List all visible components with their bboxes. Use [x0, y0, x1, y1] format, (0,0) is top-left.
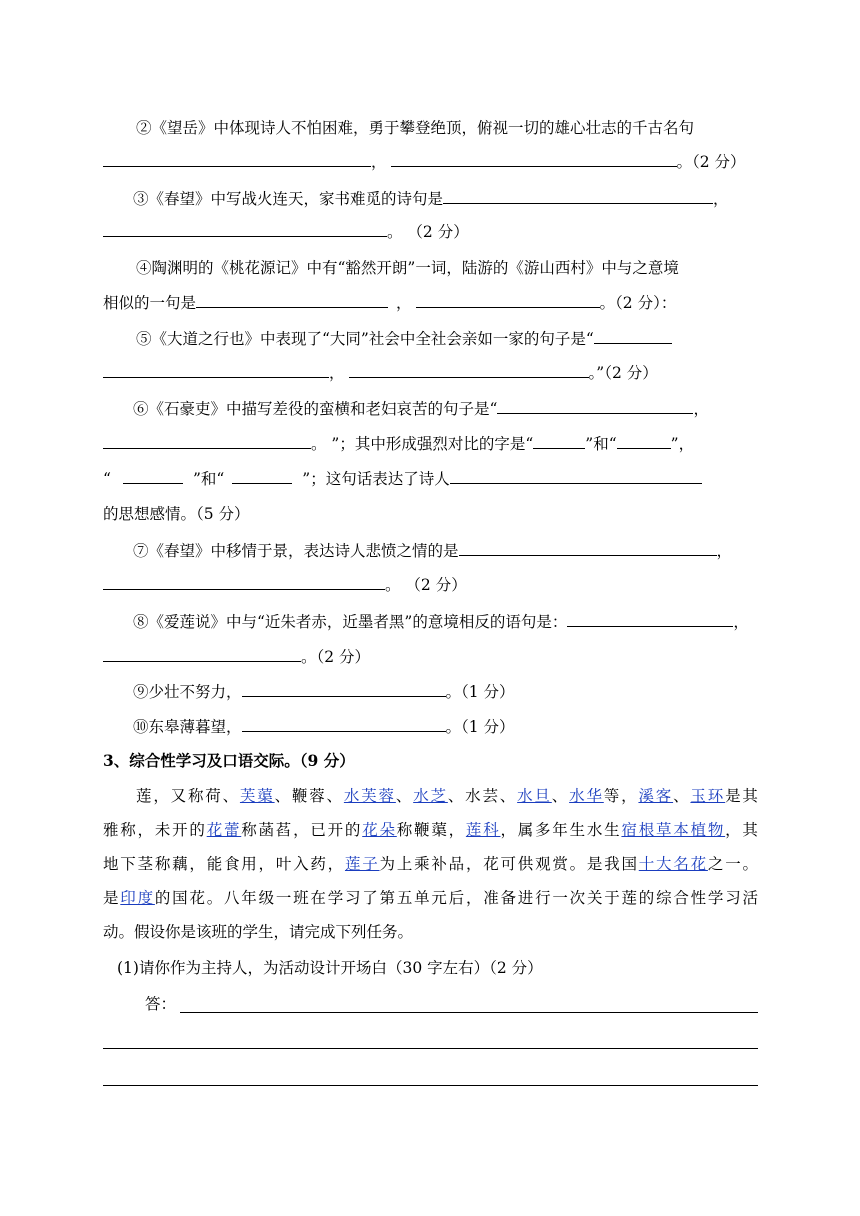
paragraph-line1: 莲，又称荷、芙蕖、鞭蓉、水芙蓉、水芝、水芸、水旦、水华等，溪客、玉环是其 [136, 787, 758, 805]
answer-line-1[interactable] [180, 1012, 758, 1013]
q8-line1: ⑧《爱莲说》中与“近朱者赤，近墨者黑”的意境相反的语句是： ， [133, 610, 749, 633]
link-yindu[interactable]: 印度 [120, 889, 155, 907]
blank[interactable] [123, 467, 183, 484]
link-lianke[interactable]: 莲科 [465, 821, 501, 839]
link-shuizhi[interactable]: 水芝 [413, 787, 448, 805]
link-xike[interactable]: 溪客 [638, 787, 674, 805]
answer-line-2[interactable] [103, 1048, 758, 1049]
q6-line4: 的思想感情。（5 分） [103, 505, 250, 523]
blank[interactable] [617, 432, 671, 449]
blank[interactable] [103, 361, 329, 378]
link-shidaminghua[interactable]: 十大名花 [638, 855, 708, 873]
q7-line2: 。 （2 分） [103, 573, 467, 596]
q2-answer-line: ， 。（2 分） [103, 150, 746, 173]
link-lianzi[interactable]: 莲子 [344, 855, 380, 873]
blank[interactable] [416, 291, 600, 308]
blank[interactable] [103, 150, 371, 167]
link-shuidan[interactable]: 水旦 [517, 787, 552, 805]
blank[interactable] [242, 715, 446, 732]
q8-line2: 。（2 分） [103, 645, 370, 668]
link-shuihua[interactable]: 水华 [569, 787, 604, 805]
q3-line2: 。 （2 分） [103, 220, 469, 243]
paragraph-line2: 雅称，未开的花蕾称菡萏，已开的花朵称鞭蕖，莲科，属多年生水生宿根草本植物，其 [103, 821, 758, 839]
link-sugen[interactable]: 宿根草本植物 [621, 821, 726, 839]
blank[interactable] [459, 539, 717, 556]
blank[interactable] [232, 467, 292, 484]
blank[interactable] [567, 610, 733, 627]
blank[interactable] [103, 220, 387, 237]
link-furong[interactable]: 芙蕖 [239, 787, 275, 805]
q6-line2: 。 ”；其中形成强烈对比的字是“ ”和“ ”， [103, 432, 694, 455]
q6-line1: ⑥《石豪吏》中描写差役的蛮横和老妇哀苦的句子是“ ， [133, 397, 709, 420]
blank[interactable] [349, 361, 589, 378]
link-hualei[interactable]: 花蕾 [206, 821, 242, 839]
link-shuifurong[interactable]: 水芙蓉 [343, 787, 396, 805]
q10-line: ⑩东皋薄暮望， 。（1 分） [133, 715, 515, 738]
q6-line3: “ ”和“ ”；这句话表达了诗人 [103, 467, 702, 490]
blank[interactable] [443, 187, 713, 204]
answer-line-3[interactable] [103, 1085, 758, 1086]
blank[interactable] [391, 150, 677, 167]
section3-title: 3、综合性学习及口语交际。（9 分） [103, 751, 355, 770]
q2-intro: ②《望岳》中体现诗人不怕困难，勇于攀登绝顶，俯视一切的雄心壮志的千古名句 [136, 119, 695, 137]
paragraph-line3: 地下茎称藕，能食用，叶入药，莲子为上乘补品，花可供观赏。是我国十大名花之一。 [103, 855, 758, 873]
q4-line2: 相似的一句是 ， 。（2 分）： [103, 291, 676, 314]
q5-line1: ⑤《大道之行也》中表现了“大同”社会中全社会亲如一家的句子是“ [136, 327, 672, 350]
answer-label: 答： [145, 995, 177, 1013]
blank[interactable] [242, 680, 446, 697]
blank[interactable] [450, 467, 702, 484]
blank[interactable] [103, 432, 311, 449]
link-yuhuan[interactable]: 玉环 [690, 787, 726, 805]
task1-prompt: (1)请你作为主持人，为活动设计开场白（30 字左右）（2 分） [117, 959, 543, 977]
blank[interactable] [103, 645, 301, 662]
q3-line1: ③《春望》中写战火连天，家书难觅的诗句是 ， [133, 187, 729, 210]
q9-line: ⑨少壮不努力， 。（1 分） [133, 680, 515, 703]
blank[interactable] [103, 573, 385, 590]
blank[interactable] [196, 291, 388, 308]
link-huaduo[interactable]: 花朵 [362, 821, 397, 839]
blank[interactable] [533, 432, 585, 449]
q4-line1: ④陶渊明的《桃花源记》中有“豁然开朗”一词，陆游的《游山西村》中与之意境 [136, 259, 679, 277]
blank[interactable] [594, 327, 672, 344]
blank[interactable] [497, 397, 693, 414]
q5-line2: ， 。”（2 分） [103, 361, 658, 384]
q7-line1: ⑦《春望》中移情于景，表达诗人悲愤之情的是 ， [133, 539, 732, 562]
paragraph-line4: 是印度的国花。八年级一班在学习了第五单元后，准备进行一次关于莲的综合性学习活 [103, 889, 758, 907]
paragraph-line5: 动。假设你是该班的学生，请完成下列任务。 [103, 923, 414, 941]
